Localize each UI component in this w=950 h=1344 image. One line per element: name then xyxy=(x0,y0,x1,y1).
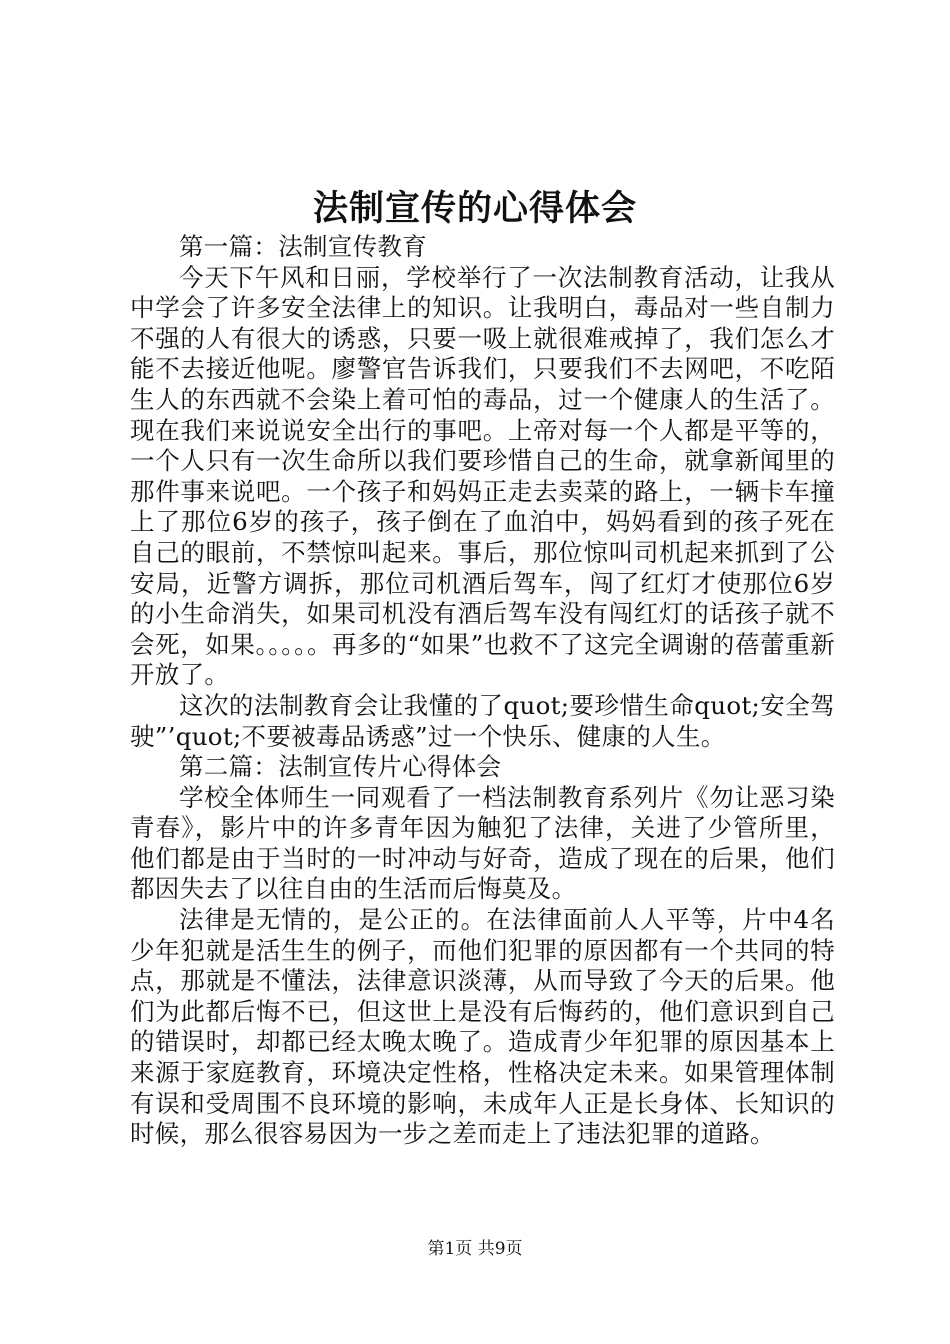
document-body xyxy=(130,232,835,1150)
body-paragraph: 今天下午风和日丽，学校举行了一次法制教育活动，让我从中学会了许多安全法律上的知识。让我明白，毒品对一些自制力不强的人有很大的诱惑，只要一吸上就很难戒掉了，我们怎么才能不去接近他呢。廖警官告诉我们，只要我们不去网吧，不吃陌生人的东西就不会染上着可怕的毒品，过一个健康人的生活了。现在我们来说说安全出行的事吧。上帝对每一个人都是平等的，一个人只有一次生命所以我们要珍惜自己的生命，就拿新闻里的那件事来说吧。一个孩子和妈妈正走去卖菜的路上，一辆卡车撞上了那位6岁的孩子，孩子倒在了血泊中，妈妈看到的孩子死在自己的眼前，不禁惊叫起来。事后，那位惊叫司机起来抓到了公安局，近警方调拆，那位司机酒后驾车，闯了红灯才使那位6岁的小生命消失，如果司机没有酒后驾车没有闯红灯的话孩子就不会死，如果。。。。。再多的“如果”也救不了这完全调谢的蓓蕾重新开放了。 xyxy=(130,262,836,690)
document-title: 法制宣传的心得体会 xyxy=(312,188,637,229)
body-paragraph: 法律是无情的，是公正的。在法律面前人人平等，片中4名少年犯就是活生生的例子，而他们犯罪的原因都有一个共同的特点，那就是不懂法，法律意识淡薄，从而导致了今天的后果。他们为此都后悔不已，但这世上是没有后悔药的，他们意识到自己的错误时，却都已经太晚太晚了。造成青少年犯罪的原因基本上来源于家庭教育，环境决定性格，性格决定未来。如果管理体制有误和受周围不良环境的影响，未成年人正是长身体、长知识的时候，那么很容易因为一步之差而走上了违法犯罪的道路。 xyxy=(130,905,835,1149)
page-number-footer: 第1页 共9页 xyxy=(427,1239,523,1259)
section-heading-2: 第二篇：法制宣传片心得体会 xyxy=(179,752,502,782)
section-heading-1: 第一篇：法制宣传教育 xyxy=(179,232,427,261)
body-paragraph: 这次的法制教育会让我懂的了quot;要珍惜生命quot;安全驾驶”’quot;不要被毒品诱惑”过一个快乐、健康的人生。 xyxy=(130,690,835,751)
body-paragraph: 学校全体师生一同观看了一档法制教育系列片《勿让恶习染青春》，影片中的许多青年因为触犯了法律，关进了少管所里，他们都是由于当时的一时冲动与好奇，造成了现在的后果，他们都因失去了以往自由的生活而后悔莫及。 xyxy=(130,782,835,904)
